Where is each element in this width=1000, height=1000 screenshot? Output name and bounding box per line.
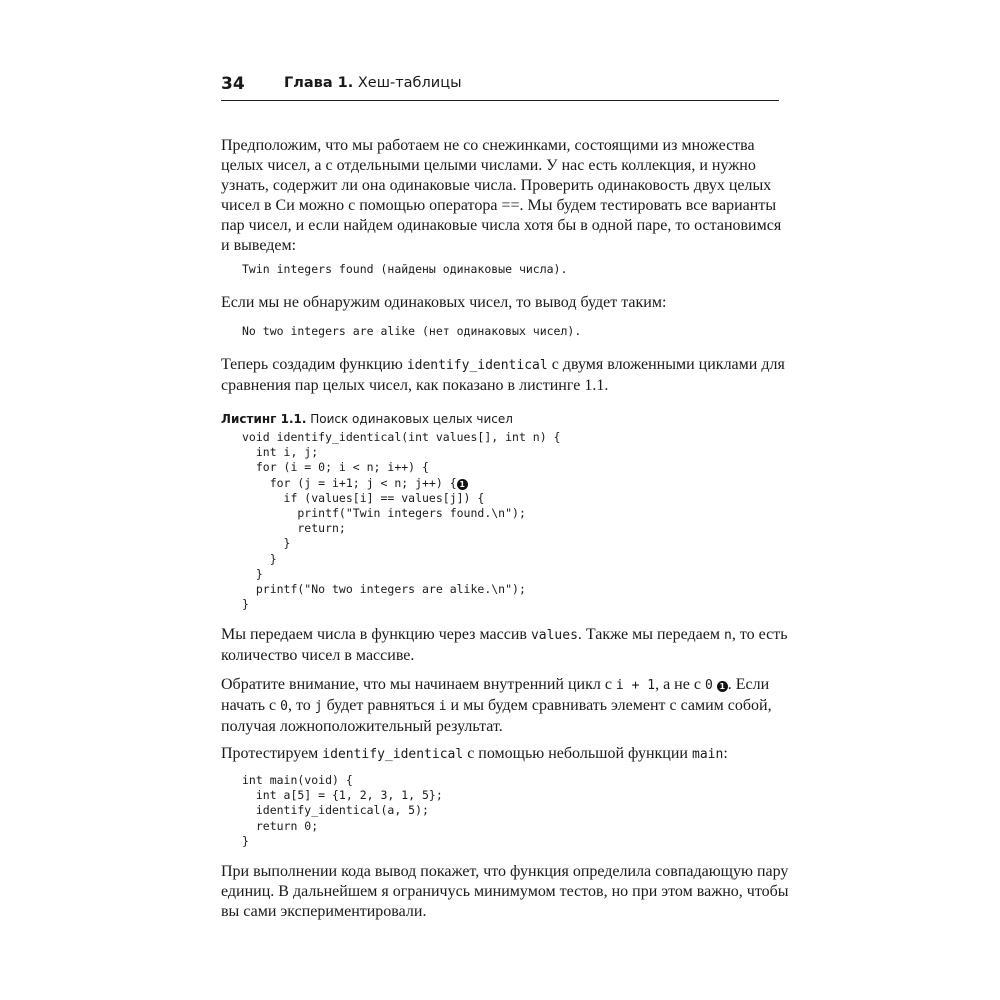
inline-code: identify_identical bbox=[406, 358, 548, 373]
text-run: Мы передаем числа в функцию через массив bbox=[221, 626, 531, 643]
code-line: } bbox=[242, 536, 291, 551]
code-line: void identify_identical(int values[], int n) { bbox=[242, 430, 561, 444]
paragraph-create-function bbox=[221, 355, 785, 396]
text-run: . Если bbox=[727, 676, 770, 693]
text-run: . Также мы передаем bbox=[577, 626, 724, 643]
inline-code: identify_identical bbox=[322, 747, 464, 762]
text-line: сравнения пар целых чисел, как показано в листинге 1.1. bbox=[221, 377, 609, 394]
paragraph-arguments bbox=[221, 625, 788, 666]
paragraph-intro bbox=[221, 136, 781, 256]
code-line: identify_identical(a, 5); bbox=[242, 803, 429, 818]
listing-label: Листинг 1.1. bbox=[221, 412, 307, 426]
code-line bbox=[242, 476, 561, 491]
code-line: return; bbox=[242, 521, 346, 536]
text-line bbox=[221, 675, 781, 696]
text-run: с двумя вложенными циклами для bbox=[547, 356, 785, 373]
text-line: единиц. В дальнейшем я ограничусь минимумом тестов, но при этом важно, чтобы bbox=[221, 883, 789, 900]
callout-marker: 1 bbox=[457, 479, 468, 490]
inline-code: n bbox=[724, 628, 732, 643]
code-line: if (values[i] == values[j]) { bbox=[242, 490, 485, 505]
code-line: } bbox=[242, 566, 263, 581]
page-number: 34 bbox=[221, 74, 245, 94]
text-run: с помощью небольшой функции bbox=[463, 745, 692, 762]
inline-code: values bbox=[530, 628, 578, 643]
text-line bbox=[221, 355, 785, 376]
text-line bbox=[221, 625, 788, 646]
text-run: Протестируем bbox=[221, 745, 323, 762]
inline-code: i + 1 bbox=[615, 678, 656, 693]
text-line: получая ложноположительный результат. bbox=[221, 718, 503, 735]
code-line: return 0; bbox=[242, 818, 319, 833]
text-run: начать с bbox=[221, 697, 281, 714]
text-line bbox=[221, 696, 781, 717]
text-run: Обратите внимание, что мы начинаем внутренний цикл с bbox=[221, 676, 616, 693]
code-text: for (j = i+1; j < n; j++) { bbox=[242, 475, 457, 490]
paragraph-inner-loop bbox=[221, 675, 781, 737]
text-line: чисел в Си можно с помощью оператора ==. Мы будем тестировать все варианты bbox=[221, 197, 777, 214]
text-run: : bbox=[723, 745, 728, 762]
code-line: int i, j; bbox=[242, 445, 319, 460]
code-line: } bbox=[242, 833, 249, 848]
inline-code: 0 bbox=[280, 699, 288, 714]
inline-code: j bbox=[314, 699, 323, 714]
chapter-title bbox=[284, 75, 462, 91]
chapter-label: Глава 1. bbox=[284, 75, 354, 91]
paragraph-conclusion bbox=[221, 862, 789, 922]
code-line: printf("Twin integers found.\n"); bbox=[242, 506, 526, 521]
text-line: При выполнении кода вывод покажет, что функция определила совпадающую пару bbox=[221, 863, 789, 880]
listing-caption bbox=[221, 412, 513, 426]
inline-code: 0 bbox=[704, 678, 713, 693]
text-line bbox=[221, 744, 781, 765]
text-line: Предположим, что мы работаем не со снежинками, состоящими из множества bbox=[221, 137, 755, 154]
text-run: Теперь создадим функцию bbox=[221, 356, 407, 373]
code-line: } bbox=[242, 597, 249, 612]
paragraph-no-match: Если мы не обнаружим одинаковых чисел, то вывод будет таким: bbox=[221, 294, 667, 311]
output-example-found: Twin integers found (найдены одинаковые числа). bbox=[242, 262, 568, 276]
main-function-code bbox=[242, 773, 443, 849]
text-run: , а не с bbox=[655, 676, 705, 693]
listing-code bbox=[242, 430, 561, 612]
text-line: количество чисел в массиве. bbox=[221, 647, 415, 664]
page-header bbox=[221, 74, 779, 101]
text-line: и выведем: bbox=[221, 237, 297, 254]
code-line: int main(void) { bbox=[242, 773, 353, 787]
text-run: , то есть bbox=[731, 626, 788, 643]
inline-code: main bbox=[692, 747, 724, 762]
text-line: вы сами экспериментировали. bbox=[221, 903, 427, 920]
inline-code: i bbox=[438, 699, 447, 714]
code-line: } bbox=[242, 551, 277, 566]
output-example-not-found: No two integers are alike (нет одинаковых чисел). bbox=[242, 324, 582, 338]
chapter-name: Хеш-таблицы bbox=[357, 75, 462, 91]
text-line: пар чисел, и если найдем одинаковые числа хотя бы в одной паре, то остановимся bbox=[221, 217, 782, 234]
callout-marker: 1 bbox=[717, 681, 728, 692]
code-line: printf("No two integers are alike.\n"); bbox=[242, 582, 526, 597]
code-line: int a[5] = {1, 2, 3, 1, 5}; bbox=[242, 788, 443, 803]
text-run: и мы будем сравнивать элемент с самим собой, bbox=[446, 697, 772, 714]
text-line: целых чисел, а с отдельными целыми числами. У нас есть коллекция, и нужно bbox=[221, 157, 756, 174]
code-line: for (i = 0; i < n; i++) { bbox=[242, 460, 429, 475]
text-run: будет равняться bbox=[322, 697, 439, 714]
text-line: узнать, содержит ли она одинаковые числа. Проверить одинаковость двух целых bbox=[221, 177, 772, 194]
listing-title: Поиск одинаковых целых чисел bbox=[310, 412, 513, 426]
text-run: , то bbox=[287, 697, 315, 714]
paragraph-test bbox=[221, 744, 781, 765]
